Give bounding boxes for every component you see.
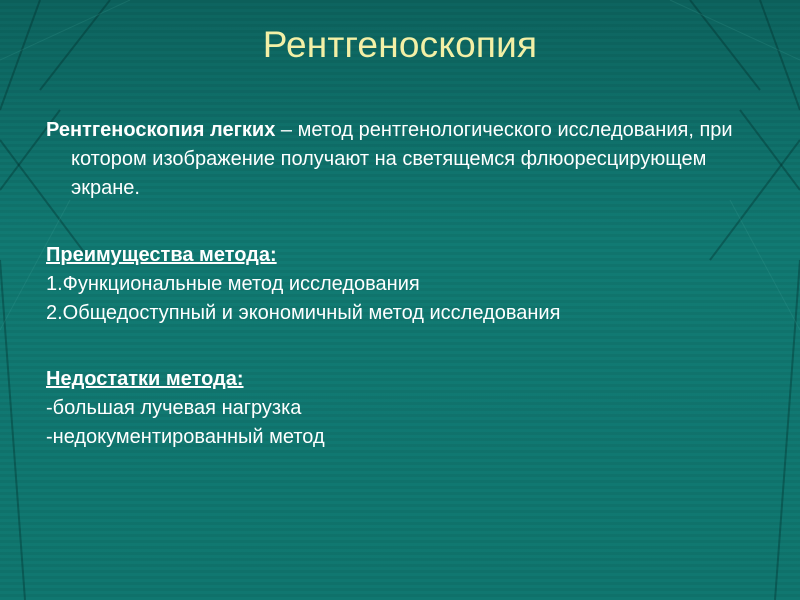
- advantages-heading: Преимущества метода:: [46, 244, 277, 266]
- slide-title: Рентгеноскопия: [262, 24, 538, 65]
- disadvantages-heading: Недостатки метода:: [46, 368, 244, 390]
- slide-body: [46, 116, 766, 452]
- disadvantage-item: -большая лучевая нагрузка: [46, 397, 302, 419]
- definition-paragraph: [46, 116, 766, 203]
- disadvantage-item: -недокументированный метод: [46, 426, 325, 448]
- advantage-item: 1.Функциональные метод исследования: [46, 273, 420, 295]
- definition-text: – метод рентгенологического исследования, при котором изображение получают на светящемся флюоресцирующем экране.: [71, 119, 733, 199]
- definition-term: Рентгеноскопия легких: [46, 119, 276, 141]
- advantage-item: 2.Общедоступный и экономичный метод исследования: [46, 302, 561, 324]
